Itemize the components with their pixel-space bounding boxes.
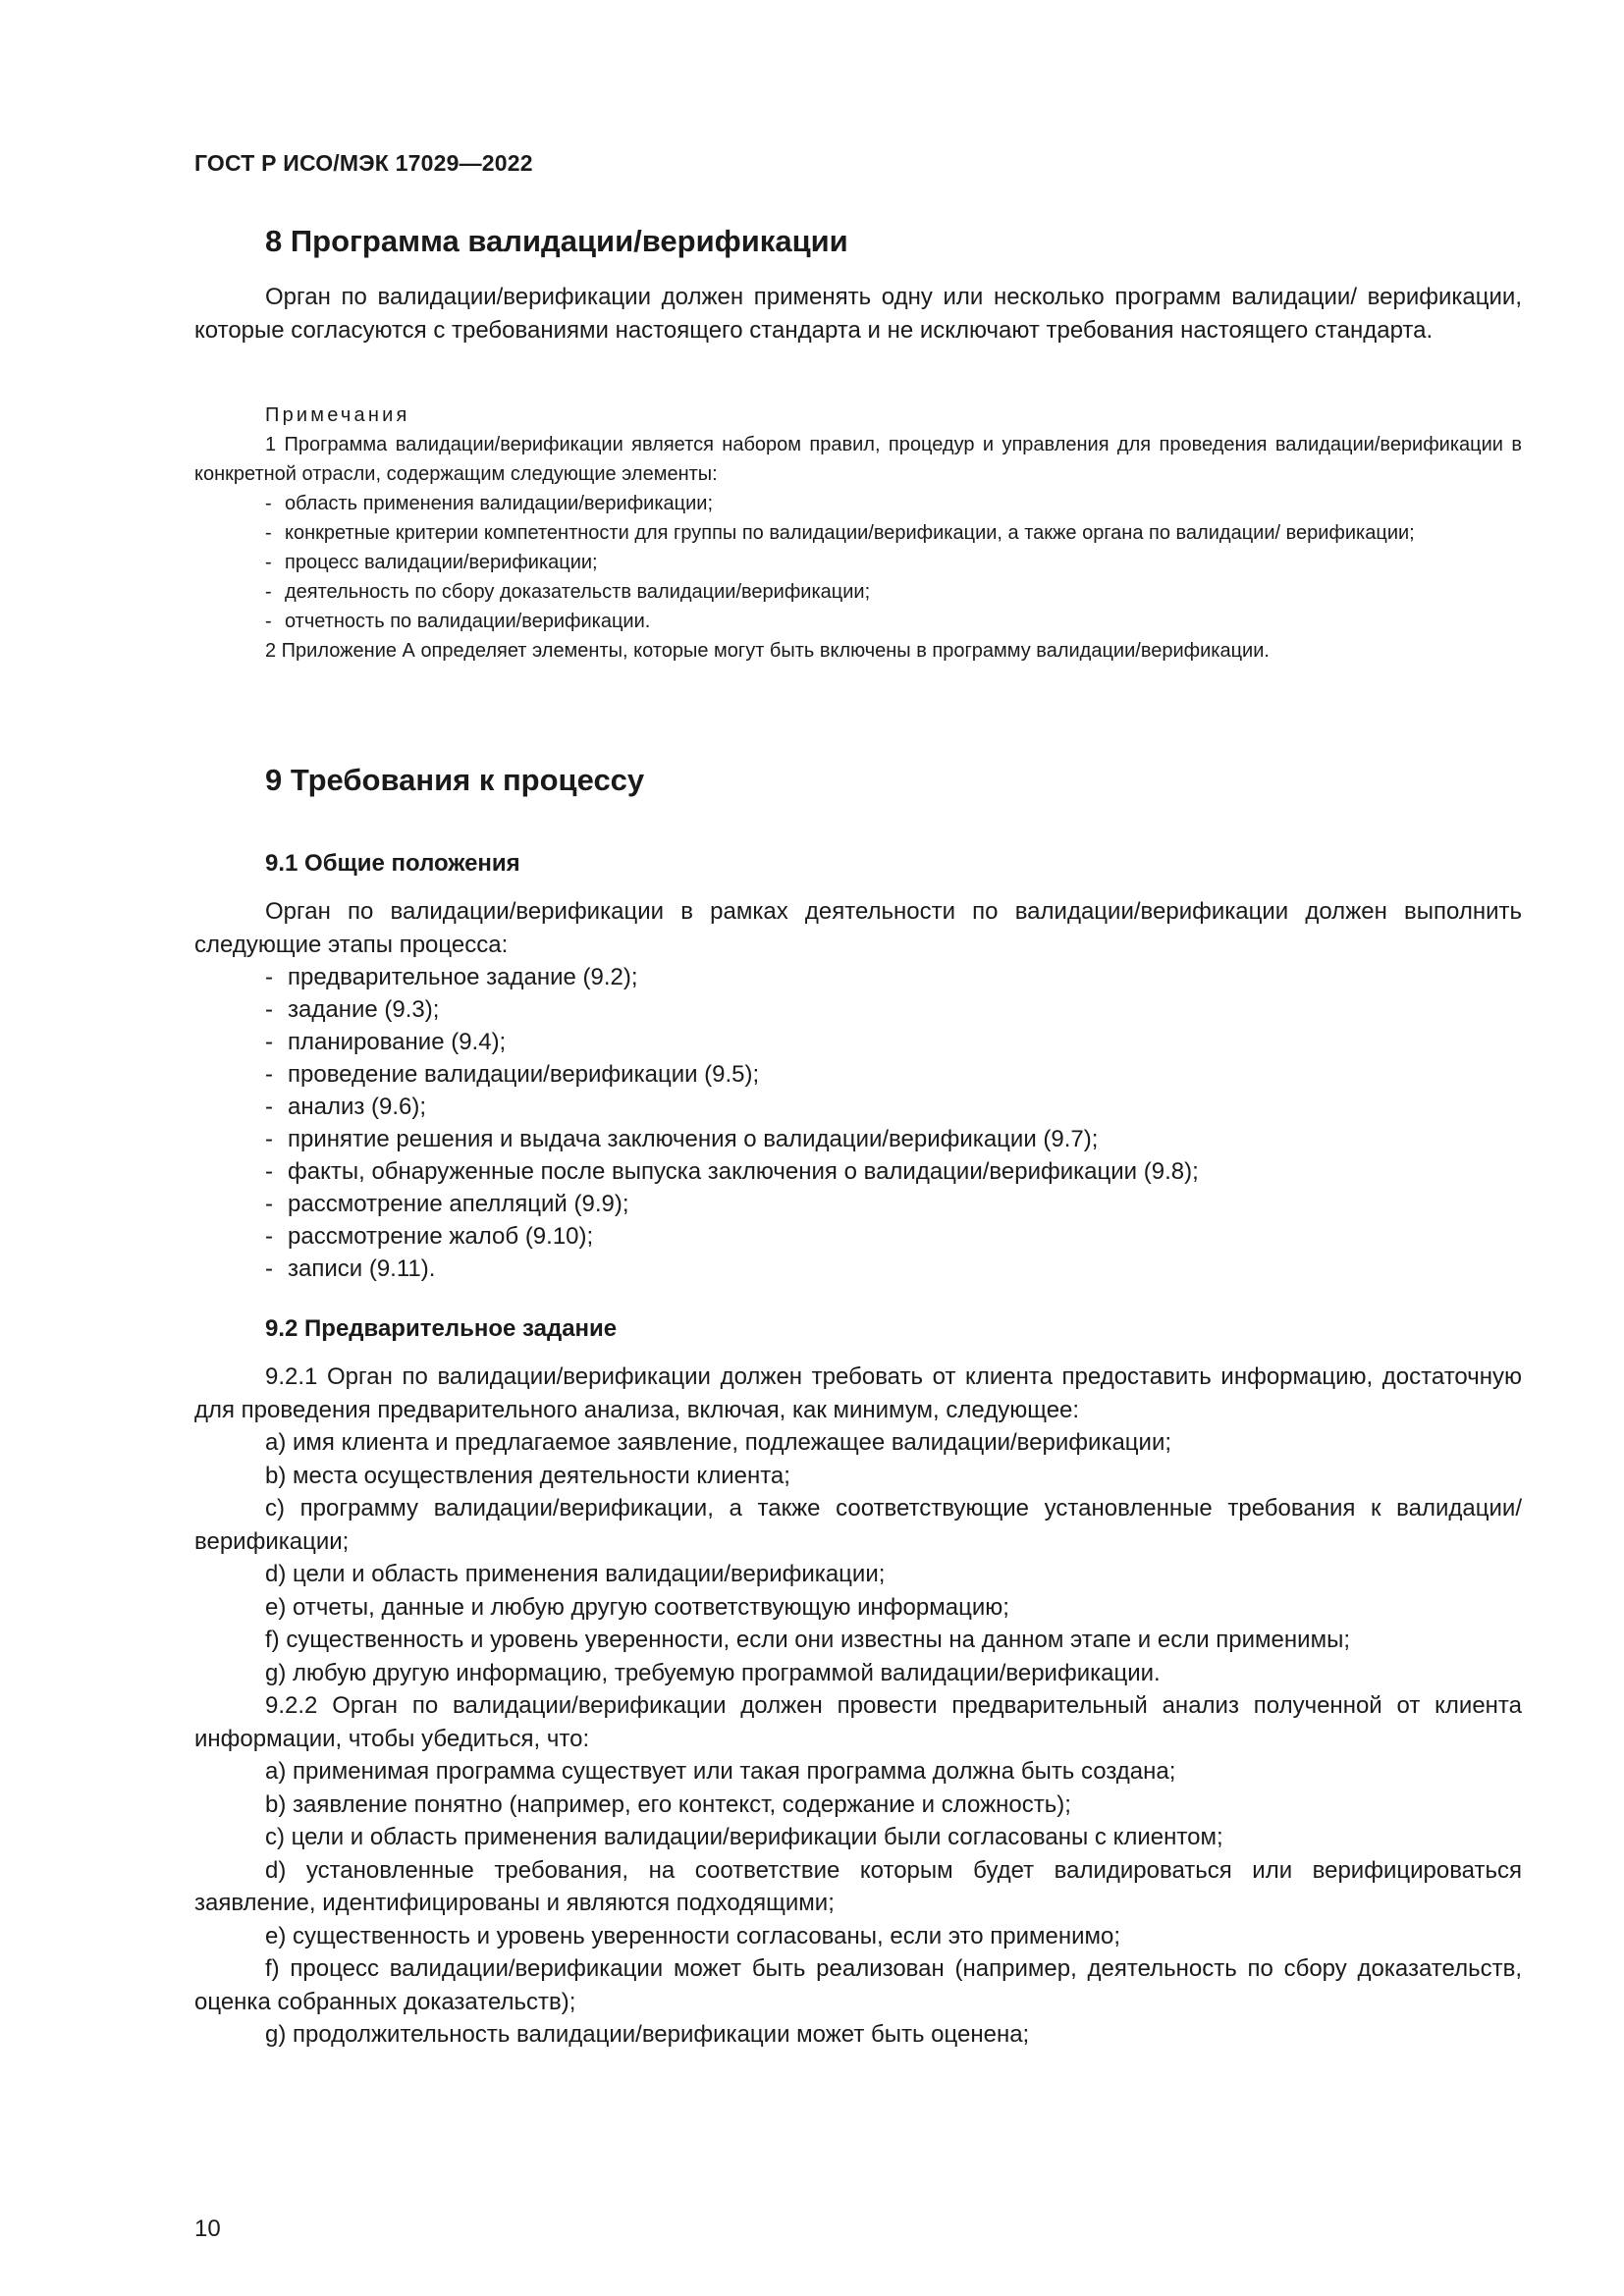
list-item: - записи (9.11). [265, 1255, 436, 1282]
note-1-item: - отчетность по валидации/верификации. [265, 611, 651, 632]
list-item: e) отчеты, данные и любую другую соответствующую информацию; [265, 1593, 1009, 1621]
list-item: d) установленные требования, на соответствие которым будет валидироваться или верифицироваться заявление, идентифицированы и являются подходящими; [194, 1856, 1522, 1916]
section-8 [194, 222, 1522, 261]
list-item: g) продолжительность валидации/верификации может быть оценена; [265, 2021, 1030, 2048]
list-item: - задание (9.3); [265, 996, 440, 1023]
list-item: - планирование (9.4); [265, 1029, 507, 1055]
list-item: - проведение валидации/верификации (9.5); [265, 1061, 760, 1088]
list-item: - факты, обнаруженные после выпуска заключения о валидации/верификации (9.8); [265, 1158, 1199, 1185]
section-8-body [194, 281, 1522, 347]
list-item: - принятие решения и выдача заключения о валидации/верификации (9.7); [265, 1126, 1099, 1152]
list-item: c) цели и область применения валидации/верификации были согласованы с клиентом; [265, 1824, 1223, 1850]
note-1: 1 Программа валидации/верификации является набором правил, процедур и управления для проведения валидации/верификации в конкретной отрасли, содержащим следующие элементы: [194, 434, 1522, 485]
section-9-heading: 9 Требования к процессу [265, 763, 645, 797]
list-item: f) существенность и уровень уверенности, если они известны на данном этапе и если применимы; [265, 1627, 1350, 1653]
list-item: a) имя клиента и предлагаемое заявление, подлежащее валидации/верификации; [265, 1429, 1172, 1456]
list-item: e) существенность и уровень уверенности согласованы, если это применимо; [265, 1922, 1121, 1949]
list-item: c) программу валидации/верификации, а также соответствующие установленные требования к валидации/верификации; [194, 1495, 1522, 1555]
section-8-paragraph: Орган по валидации/верификации должен применять одну или несколько программ валидации/ верификации, которые согласуются с требованиями настоящего стандарта и не исключают требования настоящего стандарта. [194, 284, 1522, 344]
section-9-2 [194, 1313, 1522, 2052]
list-item: - анализ (9.6); [265, 1094, 427, 1120]
section-9-1-heading: 9.1 Общие положения [265, 850, 520, 877]
section-8-heading: 8 Программа валидации/верификации [265, 224, 848, 258]
list-item: - рассмотрение апелляций (9.9); [265, 1191, 629, 1217]
paragraph-9-2-1: 9.2.1 Орган по валидации/верификации должен требовать от клиента предоставить информацию, достаточную для проведения предварительного анализа, включая, как минимум, следующее: [194, 1363, 1522, 1423]
section-8-notes [194, 400, 1522, 666]
section-9-2-heading: 9.2 Предварительное задание [265, 1315, 618, 1342]
running-header: ГОСТ Р ИСО/МЭК 17029—2022 [194, 150, 533, 176]
list-item: d) цели и область применения валидации/верификации; [265, 1561, 886, 1587]
note-1-item: - процесс валидации/верификации; [265, 552, 598, 573]
note-1-item: - область применения валидации/верификации; [265, 493, 714, 514]
list-item: - рассмотрение жалоб (9.10); [265, 1223, 594, 1250]
page-number: 10 [194, 2216, 221, 2242]
section-9-1 [194, 848, 1522, 1285]
list-item: f) процесс валидации/верификации может быть реализован (например, деятельность по сбору доказательств, оценка собранных доказательств); [194, 1955, 1522, 2015]
note-2: 2 Приложение А определяет элементы, которые могут быть включены в программу валидации/верификации. [265, 640, 1270, 662]
note-1-item: - деятельность по сбору доказательств валидации/верификации; [265, 581, 871, 603]
section-9-1-paragraph: Орган по валидации/верификации в рамках деятельности по валидации/верификации должен выполнить следующие этапы процесса: [194, 898, 1522, 958]
note-1-item: - конкретные критерии компетентности для группы по валидации/верификации, а также органа по валидации/ верификации; [265, 522, 1415, 544]
list-item: - предварительное задание (9.2); [265, 964, 638, 990]
paragraph-9-2-2: 9.2.2 Орган по валидации/верификации должен провести предварительный анализ полученной от клиента информации, чтобы убедиться, что: [194, 1692, 1522, 1752]
list-item: b) заявление понятно (например, его контекст, содержание и сложность); [265, 1790, 1071, 1818]
notes-title: Примечания [265, 404, 410, 426]
list-item: g) любую другую информацию, требуемую программой валидации/верификации. [265, 1659, 1161, 1686]
section-9 [194, 761, 1522, 800]
list-item: b) места осуществления деятельности клиента; [265, 1462, 790, 1489]
list-item: a) применимая программа существует или такая программа должна быть создана; [265, 1758, 1176, 1785]
